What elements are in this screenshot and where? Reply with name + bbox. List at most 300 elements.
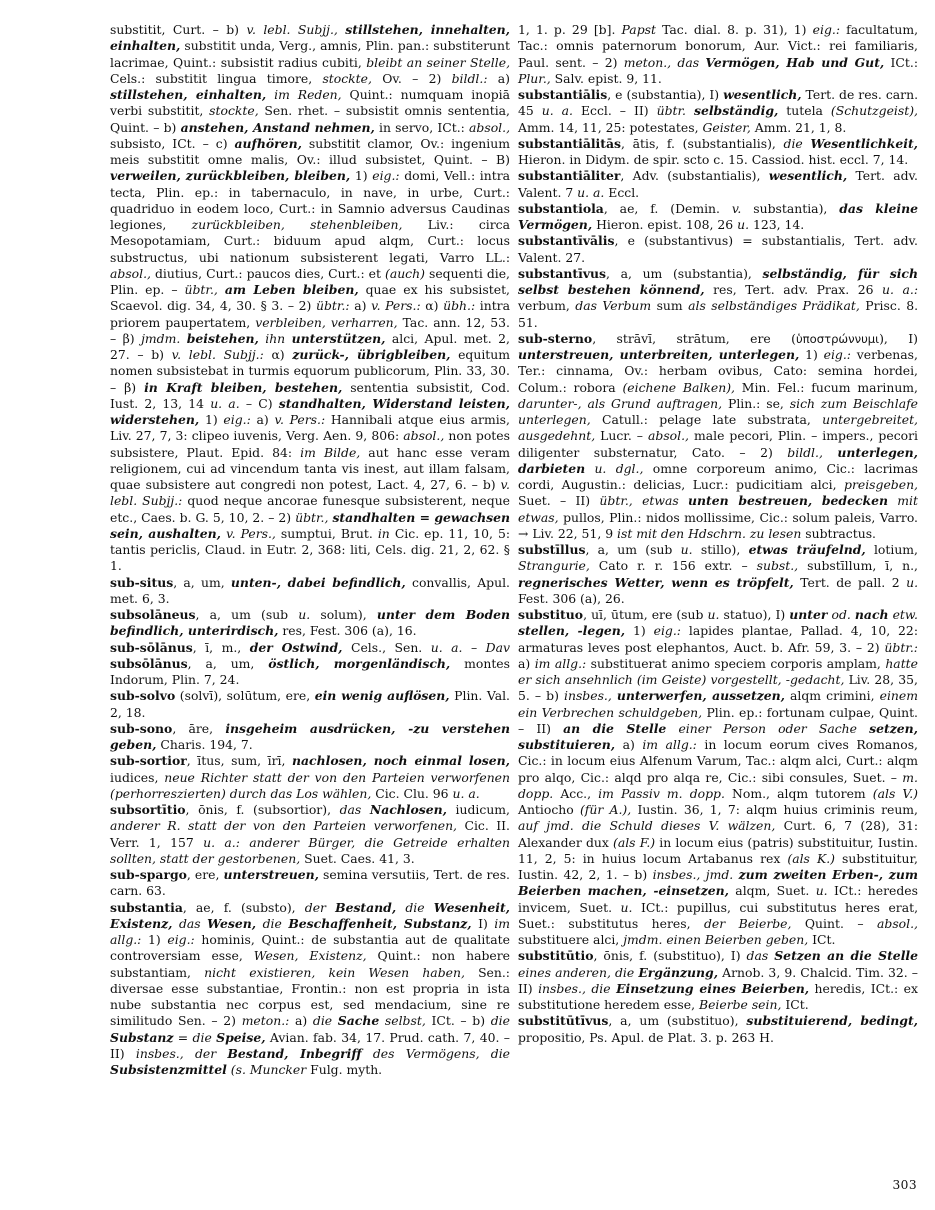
- entry-headword: substitūtio: [518, 948, 594, 964]
- entry-text: Dav: [485, 639, 510, 655]
- entry-text: sumptui, Brut.: [275, 525, 378, 541]
- entry-text: das: [339, 802, 370, 817]
- entry-text: Subsistenzmittel: [110, 1062, 227, 1077]
- entry-text: Wesentlichkeit,: [810, 135, 918, 151]
- entry-text: (s. Muncker: [230, 1062, 307, 1077]
- entry-text: übtr.,: [184, 282, 218, 297]
- entry-text: , ae, f. (substo),: [182, 899, 305, 915]
- entry-text: Tac. ann. 12, 53. – β): [110, 314, 510, 346]
- entry-text: Cels.: substitit lingua timore,: [110, 70, 323, 86]
- entry-text: u.: [815, 883, 828, 899]
- entry-text: das Verbum: [575, 298, 652, 314]
- entry-text: insbes.,: [135, 1045, 184, 1061]
- entry-text: equitum nomen subsistebat in turmis equorum publicorum, Plin. 33, 30. – β): [110, 347, 510, 395]
- entry-text: (für A.),: [579, 802, 632, 817]
- entry-text: Sen. rhet. – subsistit omnis sententia, Quint. – b): [110, 103, 510, 135]
- entry-text: aufhören,: [234, 135, 302, 151]
- entry-text: subst.,: [756, 558, 799, 574]
- entry-text: (auch): [384, 265, 425, 281]
- entry-text: [888, 493, 897, 508]
- entry-text: od.: [831, 607, 851, 622]
- entry-text: Cic. Clu. 96: [371, 785, 453, 801]
- entry-text: (als K.): [787, 850, 835, 866]
- entry-text: im Passiv m. dopp.: [598, 785, 725, 801]
- entry-text: solum),: [310, 607, 377, 622]
- entry-text: (solvī), solūtum, ere,: [175, 688, 315, 704]
- entry-text: Amm. 14, 11, 25: potestates,: [518, 119, 703, 135]
- dictionary-entry: [110, 867, 510, 900]
- entry-text: , āre,: [172, 720, 226, 736]
- entry-text: ein wenig auflösen,: [314, 688, 450, 704]
- entry-text: ICt. – b): [425, 1013, 491, 1029]
- entry-text: , ōnis, f. (subsortior),: [185, 802, 340, 817]
- entry-text: selbständig, für sich selbst bestehen könnend,: [518, 265, 918, 297]
- entry-text: 1): [350, 168, 373, 184]
- entry-text: ICt.: heredes invicem, Suet.: [518, 883, 918, 915]
- entry-text: Antiocho: [518, 802, 580, 817]
- entry-text: , ere,: [186, 867, 224, 882]
- entry-text: heredis, ICt.: ex substitutione heredem esse,: [518, 980, 918, 1012]
- entry-text: v.: [731, 200, 742, 216]
- entry-text: – b): [212, 22, 247, 37]
- entry-text: (eichene Balken),: [622, 379, 735, 395]
- entry-text: stillo),: [692, 542, 749, 557]
- entry-text: die: [783, 135, 811, 151]
- entry-text: a): [289, 1013, 313, 1029]
- entry-text: eig.:: [223, 412, 251, 427]
- entry-text: substitit clamor, Ov.: ingenium meis substitit omne malis, Ov.: illud subsistet, Quint. – B): [110, 135, 510, 167]
- entry-text: selbständig,: [693, 103, 779, 119]
- entry-text: intra priorem paupertatem,: [110, 298, 510, 330]
- entry-text: , ītus, sum, īrī,: [186, 753, 293, 769]
- entry-text: übtr.,: [295, 509, 329, 525]
- entry-text: ICt.: pupillus, cui substitutus heres erat, Suet.: substitutus heres,: [518, 899, 919, 931]
- page-columns: [14, 22, 921, 1172]
- entry-text: unterlegen, darbieten: [518, 444, 918, 476]
- entry-headword: substantia: [110, 899, 183, 915]
- entry-text: das: [677, 54, 706, 70]
- entry-headword: substīllus: [518, 542, 586, 557]
- entry-text: Avian. fab. 34, 17. Prud. cath. 7, 40. – II): [110, 1029, 510, 1061]
- entry-text: u.: [680, 542, 693, 557]
- entry-headword: substantīvus: [518, 265, 606, 281]
- entry-text: ist mit den Hdschrn. zu lesen: [617, 525, 802, 541]
- entry-text: Cato r. r. 156 extr. –: [589, 558, 757, 574]
- entry-text: , ōnis, f. (substituo), I): [593, 948, 747, 964]
- entry-text: Prisc. 8. 51.: [518, 298, 919, 330]
- entry-text: Liv. 28, 35, 5. – b): [518, 672, 918, 704]
- entry-text: etw.: [892, 607, 918, 622]
- entry-text: insbes.,: [652, 867, 701, 882]
- entry-text: a): [487, 70, 511, 86]
- entry-text: substitit, Curt.: [110, 22, 213, 37]
- entry-headword: sub-sterno: [518, 330, 593, 346]
- dictionary-entry: [518, 168, 918, 201]
- entry-text: 1, 1. p. 29 [b].: [518, 22, 622, 37]
- entry-text: Beschaffenheit, Substanz,: [288, 915, 472, 931]
- entry-text: , Adv. (substantialis),: [620, 168, 769, 184]
- entry-headword: sub-spargo: [110, 867, 187, 882]
- dictionary-entry: [518, 607, 918, 948]
- entry-text: stillstehen, einhalten,: [110, 87, 267, 102]
- entry-text: Strangurie,: [518, 558, 590, 574]
- entry-headword: subsortītio: [110, 802, 186, 817]
- entry-text: übh.:: [443, 298, 476, 314]
- entry-text: in: [377, 525, 390, 541]
- entry-text: standhalten, Widerstand leisten, widerstehen,: [110, 395, 510, 427]
- entry-text: anderer R. statt der von den Parteien verworfenen,: [110, 818, 457, 834]
- entry-text: Acc.,: [553, 785, 599, 801]
- entry-text: , ī, m.,: [192, 639, 250, 655]
- dictionary-entry: [518, 331, 918, 542]
- entry-text: Quint.: numquam inopiā verbi substitit,: [110, 87, 510, 119]
- entry-text: [266, 87, 274, 102]
- entry-text: v. lebl. Subjj.:: [171, 347, 264, 362]
- entry-text: jmdm.: [141, 330, 181, 346]
- entry-text: als selbständiges Prädikat,: [688, 298, 860, 314]
- entry-text: verbum,: [518, 298, 576, 314]
- entry-text: etwas träufelnd,: [748, 542, 866, 557]
- entry-text: hatte er sich ansehnlich (im Geiste) vorgestellt, -gedacht,: [518, 655, 918, 687]
- entry-text: das: [746, 948, 775, 964]
- entry-text: 123, 14.: [749, 217, 805, 232]
- entry-text: Sache: [337, 1013, 380, 1029]
- entry-text: Geister,: [702, 119, 751, 135]
- entry-text: selbst,: [384, 1013, 426, 1029]
- entry-text: aut hanc esse veram religionem, cui ad vincendum tanta vis inest, aut illam falsam, quae subsistere aut congredi non potest, Lact. 4, 27, 6. – b): [110, 444, 510, 492]
- entry-text: Cic. II. Verr. 1, 157: [110, 818, 510, 850]
- entry-text: übtr.:: [316, 298, 350, 314]
- entry-headword: subsōlānus: [110, 655, 188, 671]
- entry-text: Liv.: circa Mesopotamiam, Curt.: biduum apud alqm, Curt.: locus substructus, ubi nationum subsisterent legati, Varro LL.:: [110, 217, 510, 265]
- entry-text: male pecori, Plin. – impers., pecori diligenter substernatur, Cato. – 2): [518, 428, 918, 460]
- entry-text: auf jmd. die Schuld dieses V. wälzen,: [518, 818, 776, 834]
- entry-text: u.: [737, 217, 750, 232]
- entry-text: Arnob. 3, 9. Chalcid. Tim. 32. – II): [518, 964, 919, 996]
- entry-text: nicht existieren, kein Wesen haben,: [204, 964, 465, 980]
- entry-text: im Reden,: [274, 87, 342, 102]
- entry-text: eines anderen, die: [518, 964, 639, 980]
- entry-text: unterwerfen, aussetzen,: [616, 688, 785, 704]
- entry-headword: subsolāneus: [110, 607, 196, 622]
- dictionary-entry: [110, 721, 510, 754]
- entry-text: omne corporeum animo, Cic.: lacrimas cordi, Augustin.: delicias, Lucr.: pudicitiam alci,: [518, 460, 918, 492]
- entry-headword: sub-situs: [110, 574, 174, 590]
- entry-text: Tert. adv. Valent. 7: [518, 168, 918, 200]
- entry-text: [184, 1046, 195, 1061]
- entry-text: zum zweiten Erben-, zum Beierben machen, -einsetzen,: [518, 867, 918, 899]
- entry-text: verweilen, zurückbleiben, bleiben,: [110, 168, 351, 184]
- entry-text: diutius, Curt.: paucos dies, Curt.: et: [150, 265, 385, 281]
- entry-text: v. Pers.:: [371, 298, 421, 314]
- right-column: [518, 22, 918, 1046]
- entry-text: untergebreitet, ausgedehnt,: [518, 412, 918, 444]
- entry-text: u.: [298, 607, 311, 622]
- entry-text: Suet. – II): [518, 493, 600, 509]
- entry-text: jmd.: [705, 867, 734, 882]
- entry-text: Wesenheit, Existenz,: [110, 899, 510, 931]
- entry-text: bildl.,: [787, 444, 823, 460]
- entry-text: Wesen, Existenz,: [253, 948, 367, 964]
- entry-text: substitit unda, Verg., amnis, Plin. pan.: substiterunt lacrimae, Quint.: subsistit radius cubiti,: [110, 38, 510, 70]
- entry-text: α): [420, 298, 444, 314]
- entry-text: , a, um,: [173, 574, 231, 590]
- entry-text: Einsetzung eines Beierben,: [616, 980, 810, 996]
- entry-text: im Bilde,: [300, 444, 361, 460]
- entry-text: einer Person oder Sache: [678, 720, 857, 736]
- entry-text: alci, Apul. met. 2, 27. – b): [110, 330, 510, 362]
- entry-text: Salv. epist. 9, 11.: [550, 70, 662, 86]
- entry-text: in servo, ICt.:: [374, 119, 470, 135]
- dictionary-entry: [110, 607, 510, 640]
- entry-text: der: [194, 1045, 228, 1061]
- entry-text: subsisto, ICt. – c): [110, 135, 235, 151]
- entry-text: Hieron. epist. 108, 26: [592, 217, 738, 232]
- entry-text: Charis. 194, 7.: [156, 737, 253, 752]
- entry-text: bleibt an seiner Stelle,: [366, 54, 511, 70]
- entry-text: ICt.: [781, 997, 809, 1012]
- entry-text: Hieron. in Didym. de spir. scto c. 15. Cassiod. hist. eccl. 7, 14.: [518, 152, 909, 167]
- entry-text: Tert. de res. carn. 45: [518, 87, 919, 119]
- entry-text: das: [178, 915, 208, 931]
- entry-text: übtr.: [656, 103, 686, 119]
- entry-text: absol.,: [110, 265, 151, 281]
- entry-text: v. lebl. Subjj.,: [246, 22, 346, 37]
- entry-headword: substantiālis: [518, 87, 608, 102]
- entry-text: insbes.,: [564, 688, 612, 704]
- entry-text: sententia subsistit, Cod. Iust. 2, 13, 14: [110, 379, 510, 411]
- dictionary-entry: [518, 201, 918, 234]
- entry-text: im allg.:: [110, 915, 510, 947]
- entry-text: substīllum, ī, n.,: [798, 558, 918, 574]
- dictionary-entry: [518, 948, 918, 1013]
- entry-text: tutela: [778, 103, 831, 119]
- entry-text: Setzen an die Stelle: [774, 948, 918, 964]
- entry-text: v. lebl. Subjj.:: [110, 477, 510, 509]
- entry-headword: sub-sōlānus: [110, 639, 193, 655]
- entry-text: Cic. ep. 11, 10, 5: tantis periclis, Claud. in Eutr. 2, 368: liti, Cels. dig. 21, 2, 62. § 1.: [110, 525, 510, 574]
- page-number: 303: [892, 1178, 917, 1192]
- entry-text: u. a.: [541, 103, 573, 119]
- entry-text: in locum eorum cives Romanos, Cic.: in locum eius Alfenum Varum, Tac.: alqm alci, Curt.: alqm pro alqo, Cic.: alqd pro alqa re, Cic.: sibi consules, Suet. –: [518, 737, 918, 785]
- entry-text: , ātis, f. (substantialis),: [621, 135, 784, 151]
- entry-text: im allg.:: [642, 737, 697, 752]
- entry-text: u. a.: [452, 785, 480, 801]
- entry-text: u. a.: anderer Bürger, die Getreide erhalten sollten, statt der gestorbenen,: [110, 834, 510, 866]
- entry-text: stockte,: [209, 103, 259, 119]
- entry-text: Plur.,: [518, 70, 551, 86]
- entry-text: setzen, substituieren,: [518, 720, 918, 752]
- entry-text: lotium,: [865, 542, 918, 557]
- entry-text: einem ein Verbrechen schuldgeben,: [518, 688, 918, 720]
- entry-text: , a, um (substantia),: [606, 265, 763, 281]
- entry-text: Tac. dial. 8. p. 31), 1): [655, 22, 813, 37]
- entry-text: absol.,: [403, 428, 445, 444]
- entry-text: insbes., die: [538, 980, 617, 996]
- entry-text: Amm. 21, 1, 8.: [750, 119, 847, 135]
- entry-text: Eccl. – II): [573, 103, 657, 119]
- dictionary-entry: [518, 22, 918, 87]
- entry-text: u.: [620, 899, 633, 915]
- entry-text: Beierbe sein,: [698, 997, 782, 1012]
- entry-text: pullos, Plin.: nidos mollissime, Cic.: solum paleis, Varro. → Liv. 22, 51, 9: [518, 509, 918, 541]
- entry-text: a): [518, 655, 535, 671]
- entry-text: an die Stelle: [563, 720, 667, 736]
- entry-text: convallis, Apul. met. 6, 3.: [110, 574, 510, 606]
- entry-text: ICt.: [808, 932, 836, 947]
- entry-text: – C): [239, 395, 279, 411]
- entry-text: etwas: [642, 493, 689, 509]
- entry-text: u. a.:: [882, 282, 919, 297]
- entry-text: meton.:: [241, 1013, 290, 1029]
- entry-text: res, Tert. adv. Prax. 26: [704, 282, 883, 297]
- entry-text: am Leben bleiben,: [224, 282, 359, 297]
- entry-text: verbenas, Ter.: cinnama, Ov.: herbam ovibus, Cato: semina hordei, Colum.: robora: [518, 347, 918, 395]
- entry-text: quae ex his subsistet, Scaevol. dig. 34, 4, 30. § 3. – 2): [110, 282, 510, 314]
- entry-text: , e (substantia), I): [607, 87, 724, 102]
- entry-headword: sub-solvo: [110, 688, 176, 704]
- entry-text: absol.,: [648, 428, 689, 444]
- entry-text: montes Indorum, Plin. 7, 24.: [110, 655, 510, 687]
- entry-text: Sen.: diversae esse substantiae, Frontin.: non est propria in ista nube substantia nec corpus est, sed mendacium, sine re similitudo Sen. – 2): [110, 964, 510, 1029]
- entry-text: , a, um (substituo),: [608, 1013, 747, 1029]
- entry-text: m. dopp.: [518, 769, 918, 801]
- entry-text: eig.:: [653, 623, 681, 639]
- entry-text: Suet. Caes. 41, 3.: [300, 850, 415, 866]
- entry-text: preisgeben,: [844, 477, 918, 492]
- entry-text: zurückbleiben, stehenbleiben,: [191, 217, 403, 232]
- entry-text: facultatum, Tac.: omnis paternorum bonorum, Aur. Vict.: rei familiaris, Paul. sent. – 2): [518, 22, 919, 70]
- entry-text: insgeheim ausdrücken, -zu verstehen geben,: [110, 720, 510, 752]
- entry-text: Plin. Val. 2, 18.: [110, 688, 510, 720]
- entry-text: = die: [177, 1029, 217, 1045]
- entry-text: a): [349, 298, 372, 314]
- entry-text: Ov. – 2): [371, 70, 452, 86]
- entry-text: Cels., Sen.: [342, 639, 431, 655]
- entry-text: Tert. de pall. 2: [793, 574, 907, 590]
- entry-headword: substituo: [518, 607, 584, 622]
- entry-text: [823, 445, 837, 460]
- entry-text: Vermögen, Hab und Gut,: [705, 54, 885, 70]
- entry-text: der Beierbe,: [703, 915, 792, 931]
- entry-text: u. a.: [210, 395, 240, 411]
- entry-text: übtr.,: [599, 493, 633, 509]
- entry-text: stellen, -legen,: [518, 623, 626, 639]
- dictionary-entry: [110, 575, 510, 608]
- entry-text: nach: [854, 607, 889, 622]
- entry-text: beistehen,: [186, 330, 259, 346]
- entry-text: Speise,: [216, 1029, 266, 1045]
- entry-text: , a, um (sub: [585, 542, 681, 557]
- entry-text: eig.:: [167, 932, 195, 947]
- entry-text: lapides plantae, Pallad. 4, 10, 22: armaturas leves post elephantos, Auct. b. Afr. 59, 3. – 2): [518, 623, 918, 655]
- entry-text: der Ostwind,: [249, 639, 343, 655]
- entry-text: alqm, Suet.: [728, 883, 816, 899]
- dictionary-entry: [110, 802, 510, 867]
- entry-text: hominis, Quint.: de substantia aut de qualitate controversiam esse,: [110, 932, 510, 964]
- entry-text: [218, 282, 225, 297]
- entry-text: semina versutiis, Tert. de res. carn. 63.: [110, 867, 510, 899]
- entry-text: verbleiben, verharren,: [255, 314, 398, 330]
- entry-text: sich zum Beischlafe unterlegen,: [518, 395, 918, 427]
- entry-text: subtractus.: [801, 525, 876, 541]
- dictionary-entry: [110, 753, 510, 802]
- entry-text: Substanz: [110, 1029, 174, 1045]
- dictionary-entry: [110, 900, 510, 1079]
- entry-text: Plin. ep.: fortunam culpae, Quint. – II): [518, 704, 918, 736]
- entry-text: Fest. 306 (a), 26.: [518, 590, 625, 606]
- entry-text: v. Pers.:: [274, 412, 326, 427]
- entry-text: wesentlich,: [768, 168, 848, 184]
- entry-text: Catull.: pelage late substrata,: [590, 412, 823, 427]
- entry-text: absol.,: [469, 119, 511, 135]
- entry-text: Quint. –: [791, 915, 877, 931]
- entry-text: Curt. 6, 7 (28), 31: Alexander dux: [518, 818, 919, 850]
- dictionary-entry: [110, 22, 510, 575]
- entry-text: unten-, dabei befindlich,: [230, 574, 406, 590]
- entry-text: standhalten = gewachsen sein, aushalten,: [110, 509, 510, 541]
- entry-text: u. a.: [577, 184, 605, 200]
- entry-headword: substitūtīvus: [518, 1013, 609, 1029]
- entry-text: , a, um,: [187, 655, 269, 671]
- entry-headword: sub-sortior: [110, 753, 187, 769]
- entry-text: Eccl.: [604, 184, 640, 200]
- entry-text: 1): [799, 347, 824, 362]
- entry-text: meton.,: [623, 54, 672, 70]
- entry-text: sum: [651, 298, 689, 314]
- dictionary-entry: [518, 136, 918, 169]
- entry-text: statuo), I): [719, 607, 790, 622]
- entry-text: (als V.): [872, 785, 918, 801]
- entry-text: östlich, morgenländisch,: [268, 655, 451, 671]
- entry-text: Papst: [621, 22, 656, 37]
- entry-text: ihn: [265, 330, 286, 346]
- entry-text: übtr.:: [884, 639, 918, 655]
- entry-text: eig.:: [823, 347, 851, 362]
- entry-text: substantia),: [741, 200, 840, 216]
- entry-text: quod neque ancorae funesque subsisterent, neque etc., Caes. b. G. 5, 10, 2. – 2): [110, 493, 511, 525]
- entry-text: die: [405, 899, 434, 915]
- entry-text: unterstützen,: [291, 330, 386, 346]
- entry-text: [666, 721, 678, 736]
- entry-text: , a, um (sub: [195, 607, 299, 622]
- entry-text: substituitur, Iustin. 42, 2, 1. – b): [518, 850, 918, 882]
- entry-text: u. a.: [430, 639, 463, 655]
- entry-text: Hannibali atque eius armis, Liv. 27, 7, 3: clipeo iuvenis, Verg. Aen. 9, 806:: [110, 412, 510, 444]
- entry-text: (Schutzgeist),: [830, 103, 918, 119]
- entry-text: ὑποστρώννυμι: [795, 331, 880, 346]
- dictionary-entry: [110, 688, 510, 721]
- entry-text: unterstreuen, unterbreiten, unterlegen,: [518, 347, 800, 362]
- entry-text: ICt.:: [884, 54, 918, 70]
- entry-text: 1): [625, 623, 654, 639]
- entry-text: Nachlosen,: [369, 802, 447, 817]
- dictionary-entry: [518, 1013, 918, 1046]
- entry-text: domi, Vell.: intra tecta, Plin. ep.: in tabernaculo, in nave, in urbe, Curt.: quadriduo in eodem loco, Curt.: in Samnio adversus Caudinas legiones,: [110, 168, 511, 232]
- entry-text: [633, 493, 642, 508]
- dictionary-entry: [518, 233, 918, 266]
- entry-text: Lucr. –: [595, 428, 648, 444]
- entry-text: Bestand,: [335, 899, 397, 915]
- entry-text: Iustin. 36, 1, 7: alqm huius criminis reum,: [631, 802, 919, 817]
- entry-headword: substantiālitās: [518, 135, 621, 151]
- entry-headword: substantīvālis: [518, 233, 615, 249]
- entry-text: res, Fest. 306 (a), 16.: [278, 623, 417, 639]
- entry-text: der: [304, 899, 336, 915]
- entry-text: Min. Fel.: fucum marinum,: [734, 379, 918, 395]
- entry-text: sequenti die, Plin. ep. –: [110, 265, 510, 297]
- entry-text: u. dgl.,: [594, 460, 644, 476]
